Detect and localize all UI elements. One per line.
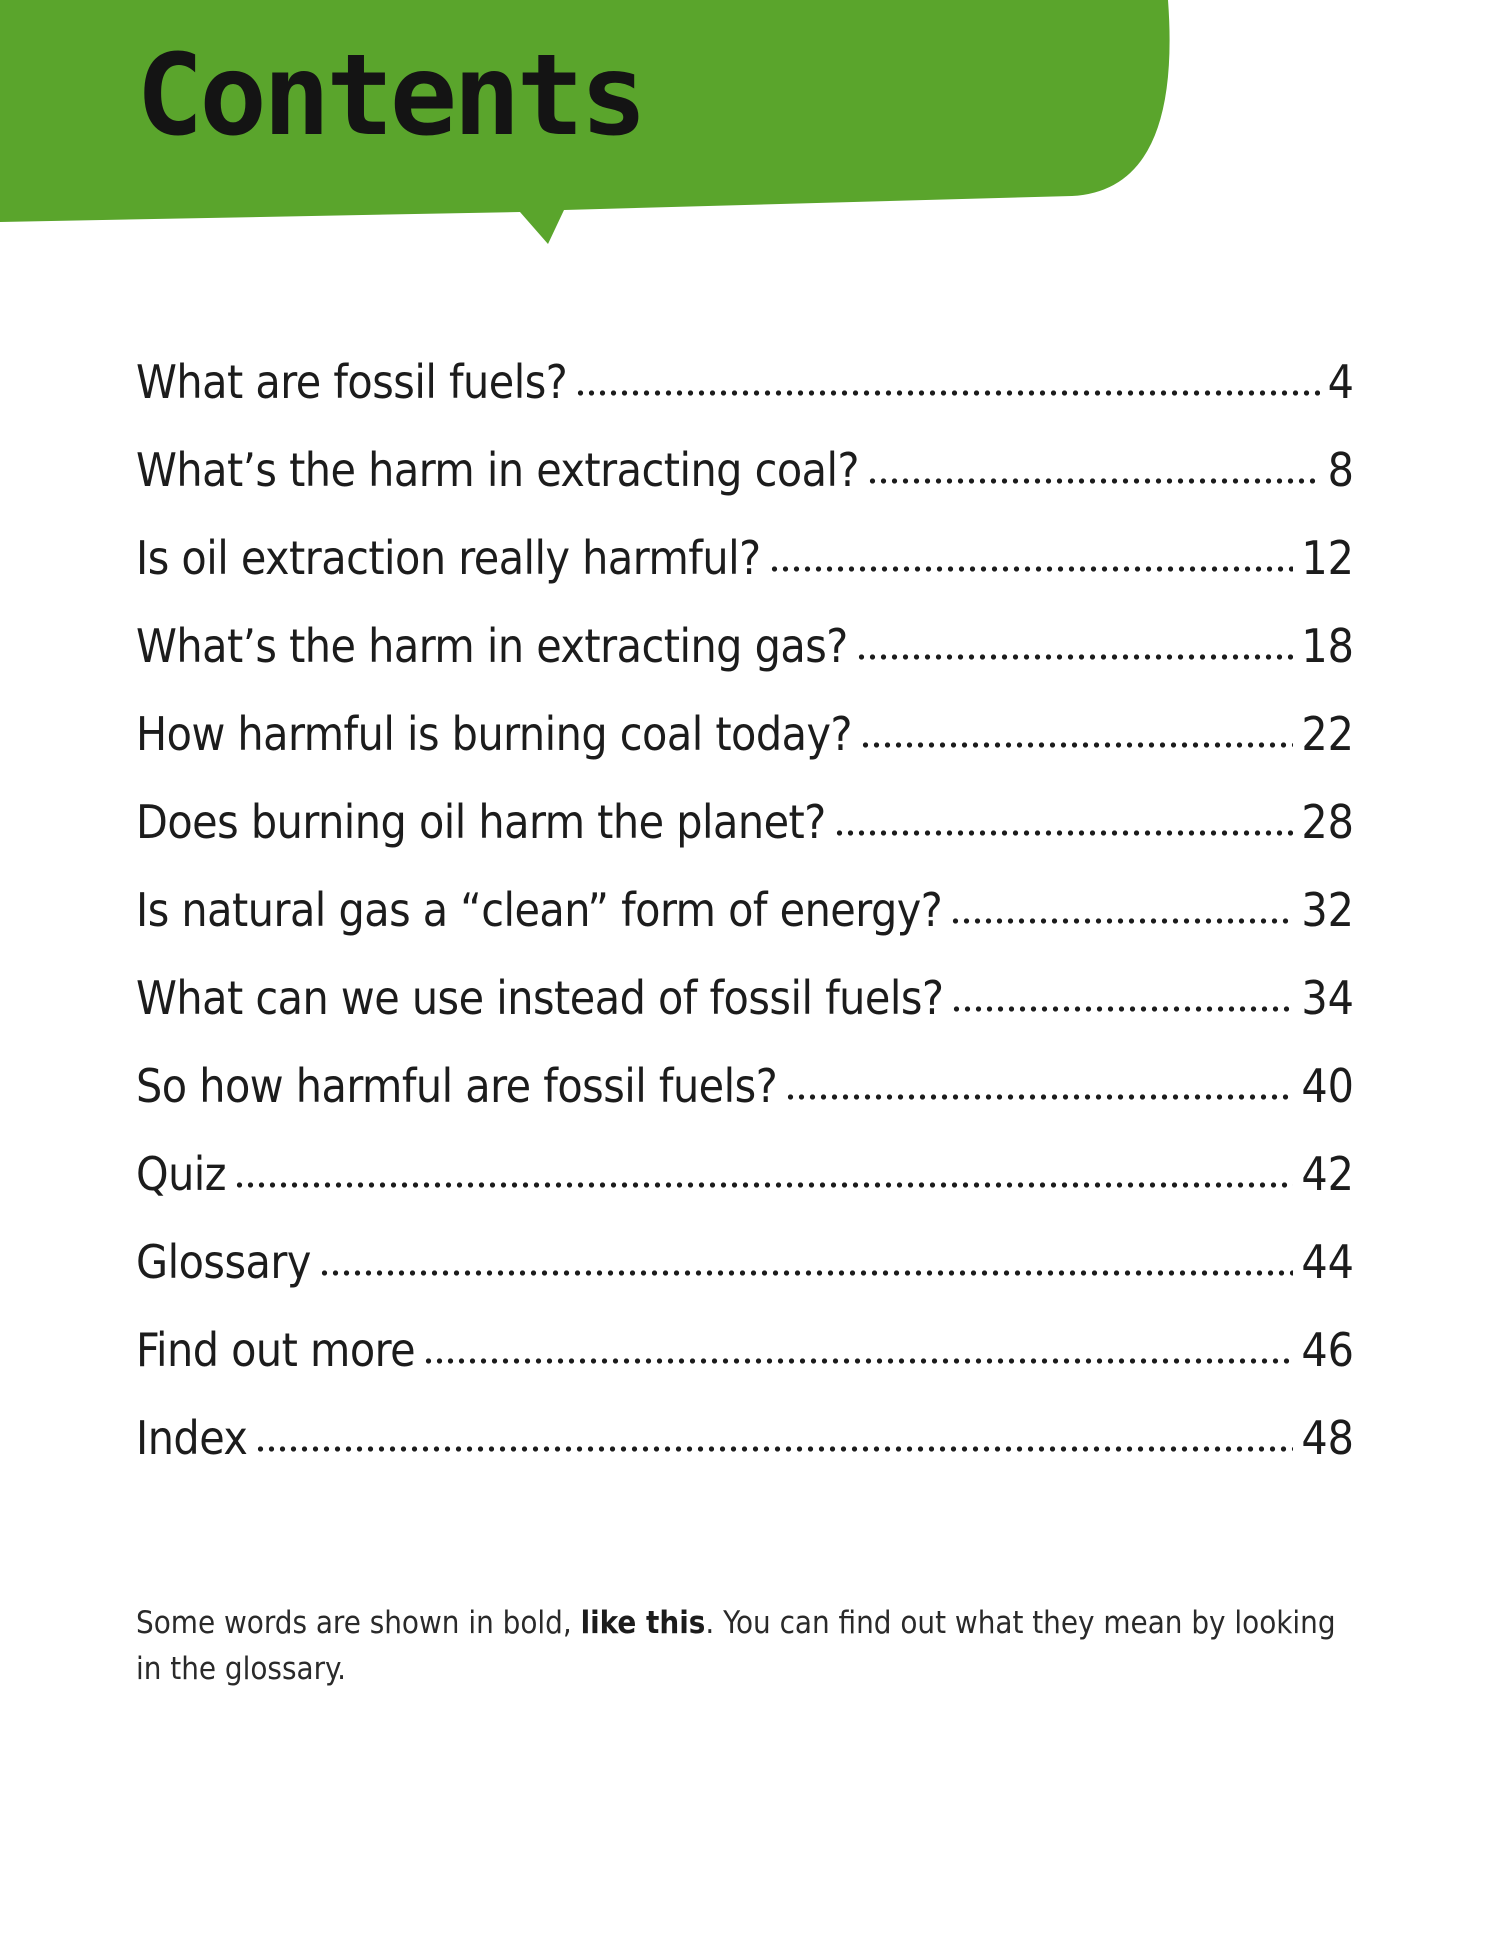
page-title: Contents: [136, 31, 644, 161]
toc-entry-title: Quiz: [136, 1147, 227, 1201]
toc-entry-page-number: 18: [1301, 619, 1354, 673]
toc-entry-title: Is oil extraction really harmful?: [136, 531, 761, 585]
toc-leader-dots: [769, 566, 1294, 572]
toc-entry-page-number: 8: [1327, 443, 1354, 497]
toc-leader-dots: [860, 742, 1293, 748]
toc-entry-page-number: 44: [1301, 1235, 1354, 1289]
toc-leader-dots: [234, 1182, 1293, 1188]
toc-entry-page-number: 40: [1301, 1059, 1354, 1113]
toc-entry: [136, 795, 1354, 883]
toc-entry-title: Does burning oil harm the planet?: [136, 795, 826, 849]
toc-entry-page-number: 32: [1301, 883, 1354, 937]
toc-entry: [136, 707, 1354, 795]
toc-entry: [136, 619, 1354, 707]
glossary-note-text: Some words are shown in bold,: [136, 1605, 581, 1641]
toc-entry-page-number: 46: [1301, 1323, 1354, 1377]
toc-entry-title: How harmful is burning coal today?: [136, 707, 852, 761]
toc-entry-title: Find out more: [136, 1323, 416, 1377]
toc-entry: [136, 883, 1354, 971]
toc-entry: [136, 1323, 1354, 1411]
glossary-note-bold-example: like this: [580, 1605, 706, 1641]
toc-entry: [136, 971, 1354, 1059]
toc-entry: [136, 1235, 1354, 1323]
toc-entry: [136, 355, 1354, 443]
toc-entry-page-number: 48: [1301, 1411, 1354, 1465]
toc-leader-dots: [255, 1446, 1293, 1452]
toc-entry-page-number: 12: [1301, 531, 1354, 585]
toc-leader-dots: [575, 390, 1319, 396]
toc-leader-dots: [950, 918, 1293, 924]
toc-entry-title: So how harmful are fossil fuels?: [136, 1059, 778, 1113]
toc-entry-title: Is natural gas a “clean” form of energy?: [136, 883, 943, 937]
toc-entry: [136, 1059, 1354, 1147]
toc-leader-dots: [856, 654, 1294, 660]
toc-entry-page-number: 4: [1327, 355, 1354, 409]
table-of-contents: [136, 355, 1354, 1499]
toc-entry-title: Index: [136, 1411, 248, 1465]
toc-entry-page-number: 42: [1301, 1147, 1354, 1201]
toc-entry-title: What are fossil fuels?: [136, 355, 568, 409]
toc-entry-title: Glossary: [136, 1235, 311, 1289]
toc-leader-dots: [319, 1270, 1293, 1276]
toc-leader-dots: [867, 478, 1320, 484]
glossary-note: [136, 1600, 1366, 1692]
toc-entry: [136, 1147, 1354, 1235]
toc-entry-title: What’s the harm in extracting gas?: [136, 619, 848, 673]
toc-entry-page-number: 22: [1301, 707, 1354, 761]
toc-leader-dots: [951, 1006, 1293, 1012]
toc-entry-page-number: 34: [1301, 971, 1354, 1025]
toc-leader-dots: [834, 830, 1294, 836]
toc-leader-dots: [785, 1094, 1293, 1100]
toc-entry: [136, 1411, 1354, 1499]
toc-entry-page-number: 28: [1301, 795, 1354, 849]
toc-entry: [136, 443, 1354, 531]
glossary-note-text-end: . You can find out what they mean by looking in the glossary.: [136, 1605, 1336, 1687]
toc-entry-title: What’s the harm in extracting coal?: [136, 443, 859, 497]
toc-leader-dots: [423, 1358, 1293, 1364]
toc-entry: [136, 531, 1354, 619]
toc-entry-title: What can we use instead of fossil fuels?: [136, 971, 944, 1025]
